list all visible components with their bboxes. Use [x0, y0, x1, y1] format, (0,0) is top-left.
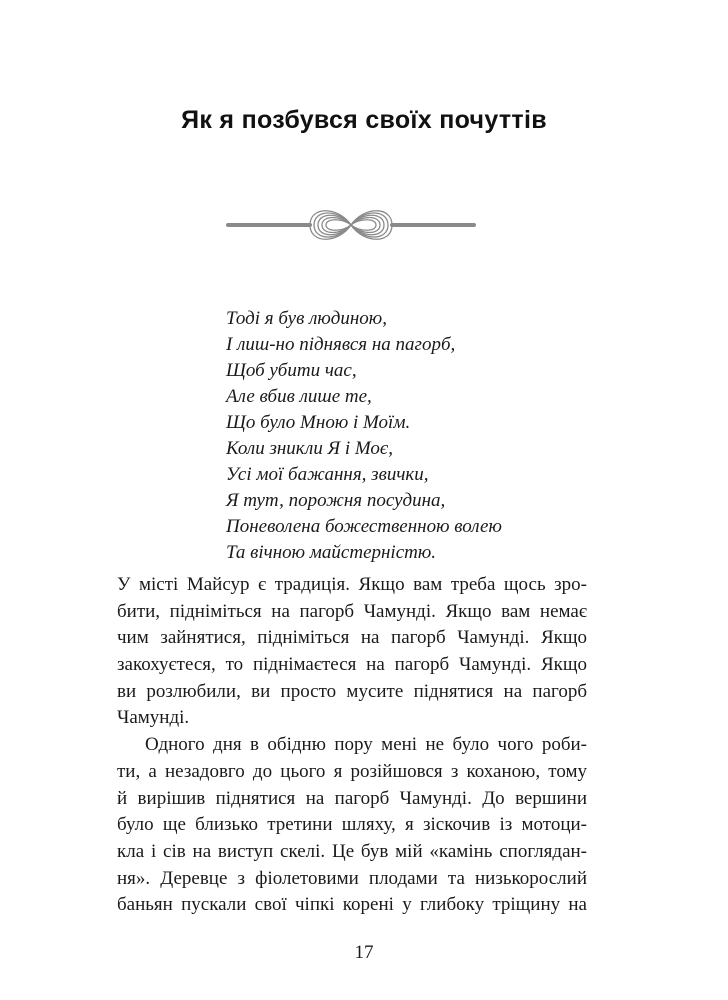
text-line: бити, підніміться на пагорб Чамунді. Якщо вам немає: [117, 600, 587, 622]
page-number: 17: [354, 942, 374, 963]
text-line: кла і сів на виступ скелі. Це був мій «камінь споглядан-: [117, 840, 587, 862]
poem-line: Та вічною майстерністю.: [226, 542, 437, 563]
chapter-title: Як я позбувся своїх почуттів: [181, 106, 547, 134]
paragraph-1: [117, 572, 587, 732]
text-line: баньян пускали свої чіпкі корені у глибоку тріщину на: [117, 894, 587, 916]
text-line: й вирішив піднятися на пагорб Чамунді. До вершини: [117, 787, 587, 809]
text-line: У місті Майсур є традиція. Якщо вам треба щось зро-: [117, 574, 587, 595]
text-line: ти, а незадовго до цього я розійшовся з коханою, тому: [117, 760, 587, 782]
poem-line: Що було Мною і Моїм.: [226, 412, 411, 433]
infinity-ornament-icon: [226, 198, 476, 252]
paragraph-2: [117, 732, 587, 919]
poem-line: Щоб убити час,: [226, 360, 357, 381]
poem-line: Усі мої бажання, звички,: [226, 464, 429, 485]
poem-line: Тоді я був людиною,: [226, 308, 387, 329]
poem-line: Поневолена божественною волею: [226, 516, 502, 537]
body-text: [117, 572, 587, 919]
text-line: Чамунді.: [117, 707, 190, 729]
text-line: Одного дня в обідню пору мені не було чого роби-: [145, 734, 587, 756]
epigraph-poem: [226, 306, 502, 566]
text-line: чим зайнятися, підніміться на пагорб Чамунді. Якщо: [117, 627, 587, 649]
text-line: ня». Деревце з фіолетовими плодами та низькорослий: [117, 867, 587, 889]
text-line: було ще близько третини шляху, я зіскочив із мотоци-: [117, 814, 587, 836]
text-line: ви розлюбили, ви просто мусите піднятися на пагорб: [117, 680, 587, 702]
poem-line: Коли зникли Я і Моє,: [226, 438, 393, 459]
poem-line: Я тут, порожня посудина,: [226, 490, 446, 511]
poem-line: І лиш-но піднявся на пагорб,: [226, 334, 456, 355]
text-line: закохуєтеся, то піднімаєтеся на пагорб Чамунді. Якщо: [117, 654, 587, 676]
poem-line: Але вбив лише те,: [226, 386, 372, 407]
